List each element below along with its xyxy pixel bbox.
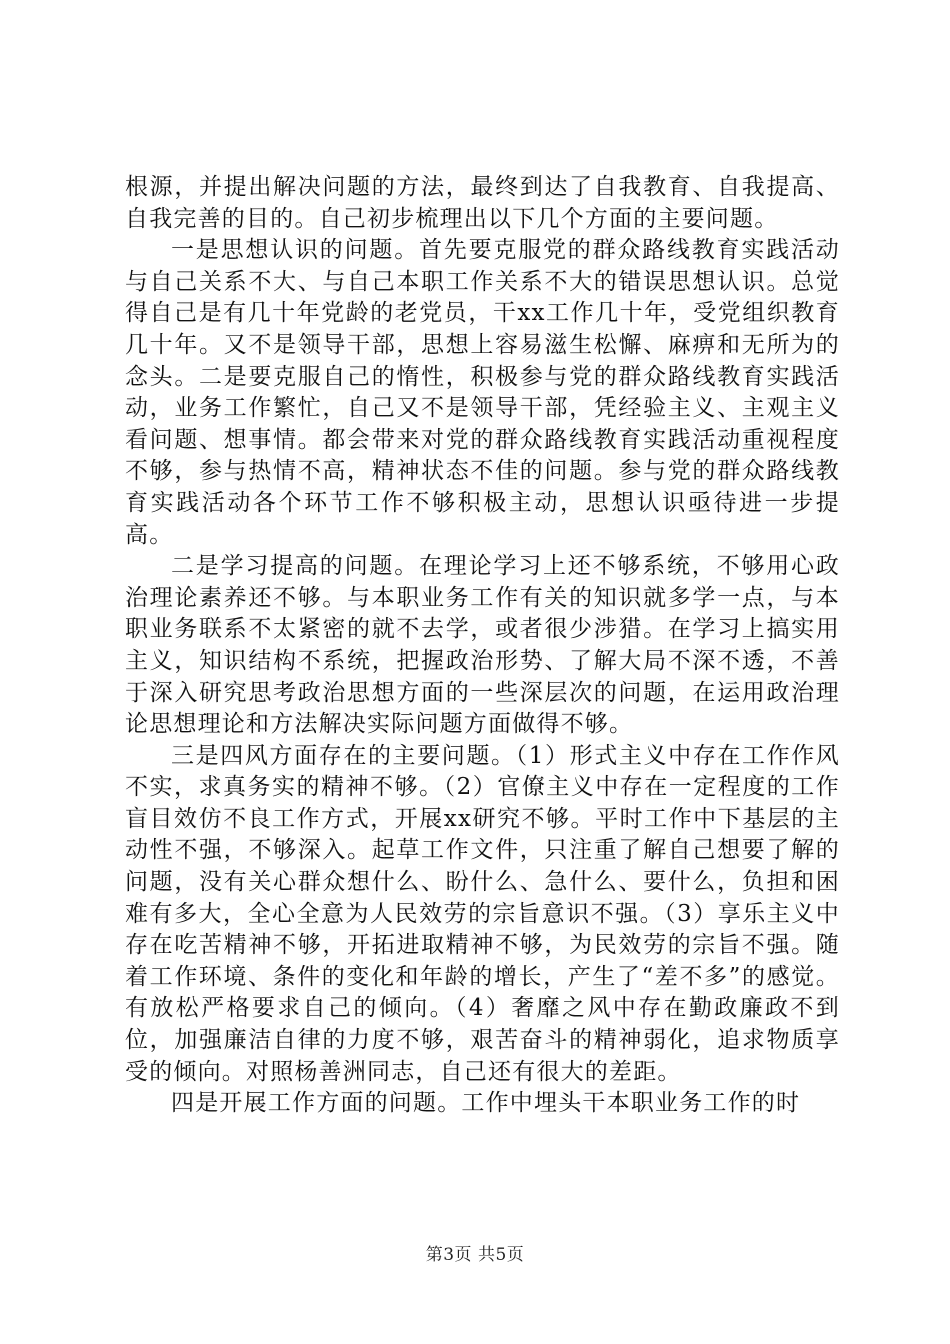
page-number-footer: 第3页 共5页 [425,1245,525,1265]
paragraph-continuation: 根源，并提出解决问题的方法，最终到达了自我教育、自我提高、自我完善的目的。自己初步梳理出以下几个方面的主要问题。 [125,174,840,232]
paragraph-study-issue: 二是学习提高的问题。在理论学习上还不够系统，不够用心政治理论素养还不够。与本职业务工作有关的知识就多学一点，与本职业务联系不太紧密的就不去学，或者很少涉猎。在学习上搞实用主义，知识结构不系统，把握政治形势、了解大局不深不透，不善于深入研究思考政治思想方面的一些深层次的问题，在运用政治理论思想理论和方法解决实际问题方面做得不够。 [125,553,840,738]
document-body [125,172,840,1120]
paragraph-four-winds-issue: 三是四风方面存在的主要问题。（1）形式主义中存在工作作风不实，求真务实的精神不够。（2）官僚主义中存在一定程度的工作盲目效仿不良工作方式，开展xx研究不够。平时工作中下基层的主动性不强，不够深入。起草工作文件，只注重了解自己想要了解的问题，没有关心群众想什么、盼什么、急什么、要什么，负担和困难有多大，全心全意为人民效劳的宗旨意识不强。（3）享乐主义中存在吃苦精神不够，开拓进取精神不够，为民效劳的宗旨不强。随着工作环境、条件的变化和年龄的增长，产生了“差不多”的感觉。有放松严格要求自己的倾向。（4）奢靡之风中存在勤政廉政不到位，加强廉洁自律的力度不够，艰苦奋斗的精神弱化，追求物质享受的倾向。对照杨善洲同志，自己还有很大的差距。 [125,742,840,1085]
paragraph-work-issue: 四是开展工作方面的问题。工作中埋头干本职业务工作的时 [171,1090,801,1117]
paragraph-ideology-issue: 一是思想认识的问题。首先要克服党的群众路线教育实践活动与自己关系不大、与自己本职工作关系不大的错误思想认识。总觉得自己是有几十年党龄的老党员，干xx工作几十年，受党组织教育几十年。又不是领导干部，思想上容易滋生松懈、麻痹和无所为的念头。二是要克服自己的惰性，积极参与党的群众路线教育实践活动，业务工作繁忙，自己又不是领导干部，凭经验主义、主观主义看问题、想事情。都会带来对党的群众路线教育实践活动重视程度不够，参与热情不高，精神状态不佳的问题。参与党的群众路线教育实践活动各个环节工作不够积极主动，思想认识亟待进一步提高。 [125,237,840,548]
